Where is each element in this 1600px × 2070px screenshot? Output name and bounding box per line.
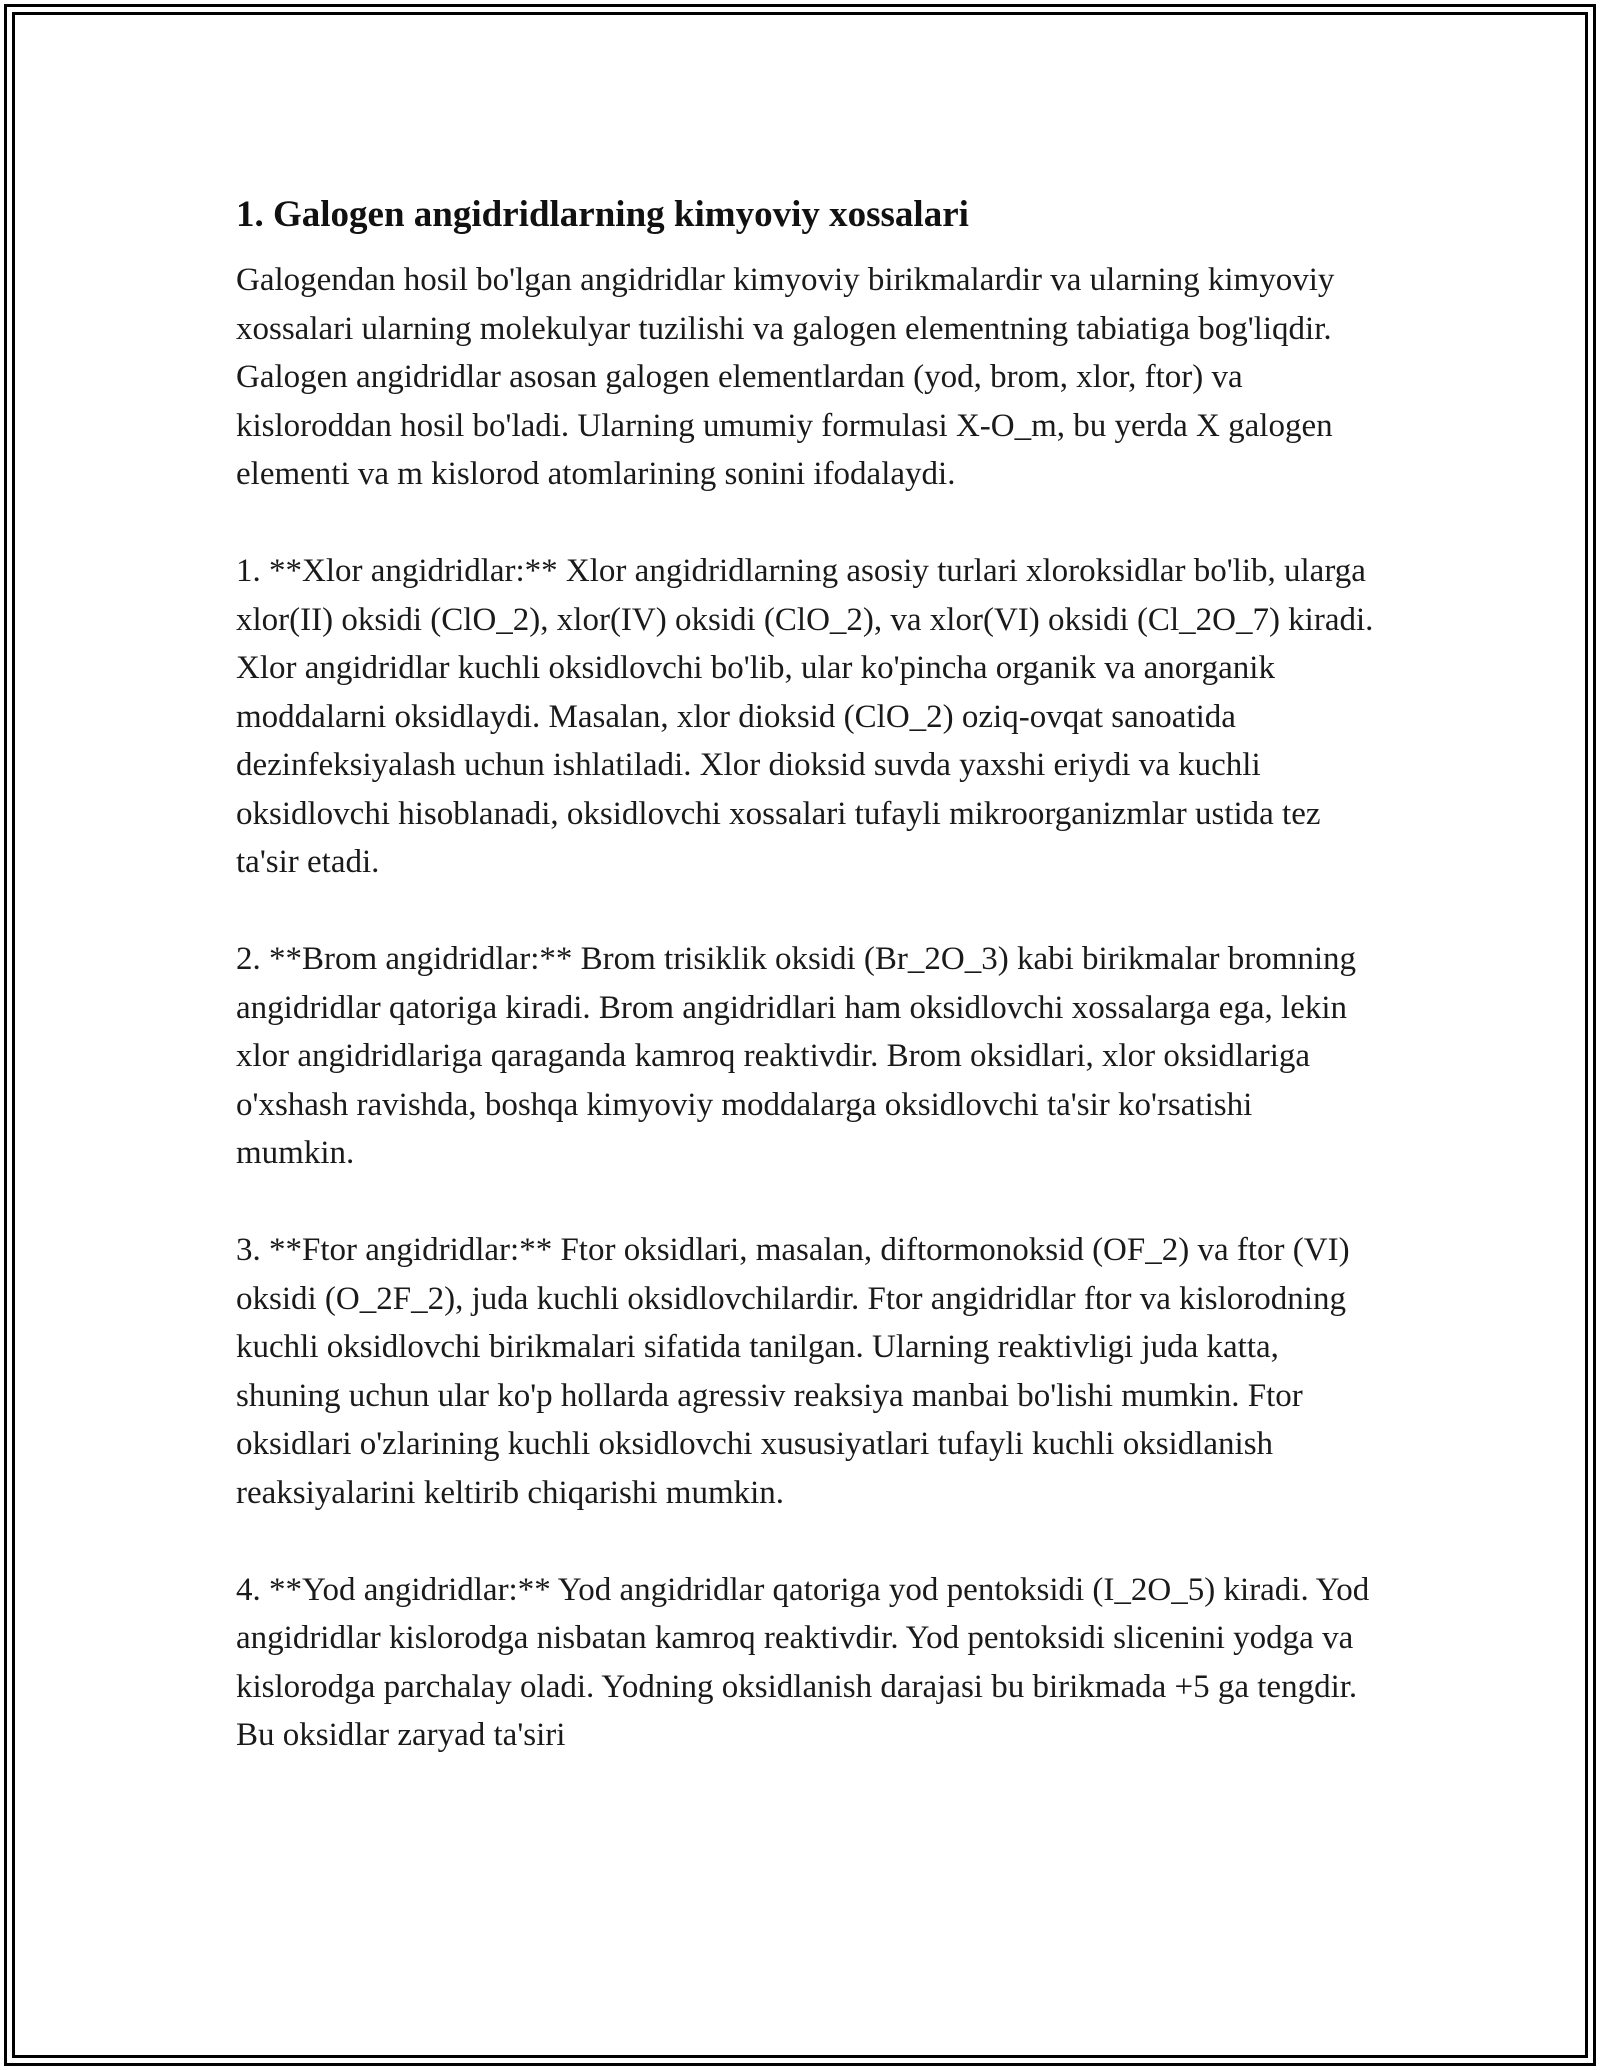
document-body [236,186,1376,1808]
paragraph-fluorine: 3. **Ftor angidridlar:** Ftor oksidlari, masalan, diftormonoksid (OF_2) va ftor (VI) oksidi (O_2F_2), juda kuchli oksidlovchilardir. Ftor angidridlar ftor va kislorodning kuchli oksidlovchi birikmalari sifatida tanilgan. Ularning reaktivligi juda katta, shuning uchun ular ko'p hollarda agressiv reaksiya manbai bo'lishi mumkin. Ftor oksidlari o'zlarining kuchli oksidlovchi xususiyatlari tufayli kuchli oksidlanish reaksiyalarini keltirib chiqarishi mumkin. [236,1232,1350,1511]
paragraph-bromine: 2. **Brom angidridlar:** Brom trisiklik oksidi (Br_2O_3) kabi birikmalar bromning angidridlar qatoriga kiradi. Brom angidridlari ham oksidlovchi xossalarga ega, lekin xlor angidridlariga qaraganda kamroq reaktivdir. Brom oksidlari, xlor oksidlariga o'xshash ravishda, boshqa kimyoviy moddalarga oksidlovchi ta'sir ko'rsatishi mumkin. [236,941,1357,1171]
section-heading: 1. Galogen angidridlarning kimyoviy xossalari [236,194,969,235]
paragraph-chlorine: 1. **Xlor angidridlar:** Xlor angidridlarning asosiy turlari xloroksidlar bo'lib, ularga xlor(II) oksidi (ClO_2), xlor(IV) oksidi (ClO_2), va xlor(VI) oksidi (Cl_2O_7) kiradi. Xlor angidridlar kuchli oksidlovchi bo'lib, ular ko'pincha organik va anorganik moddalarni oksidlaydi. Masalan, xlor dioksid (ClO_2) oziq-ovqat sanoatida dezinfeksiyalash uchun ishlatiladi. Xlor dioksid suvda yaxshi eriydi va kuchli oksidlovchi hisoblanadi, oksidlovchi xossalari tufayli mikroorganizmlar ustida tez ta'sir etadi. [236,553,1374,880]
paragraph-intro: Galogendan hosil bo'lgan angidridlar kimyoviy birikmalardir va ularning kimyoviy xossalari ularning molekulyar tuzilishi va galogen elementning tabiatiga bog'liqdir. Galogen angidridlar asosan galogen elementlardan (yod, brom, xlor, ftor) va kisloroddan hosil bo'ladi. Ularning umumiy formulasi X-O_m, bu yerda X galogen elementi va m kislorod atomlarining sonini ifodalaydi. [236,262,1335,492]
paragraph-iodine: 4. **Yod angidridlar:** Yod angidridlar qatoriga yod pentoksidi (I_2O_5) kiradi. Yod angidridlar kislorodga nisbatan kamroq reaktivdir. Yod pentoksidi slicenini yodga va kislorodga parchalay oladi. Yodning oksidlanish darajasi bu birikmada +5 ga tengdir. Bu oksidlar zaryad ta'siri [236,1571,1370,1753]
